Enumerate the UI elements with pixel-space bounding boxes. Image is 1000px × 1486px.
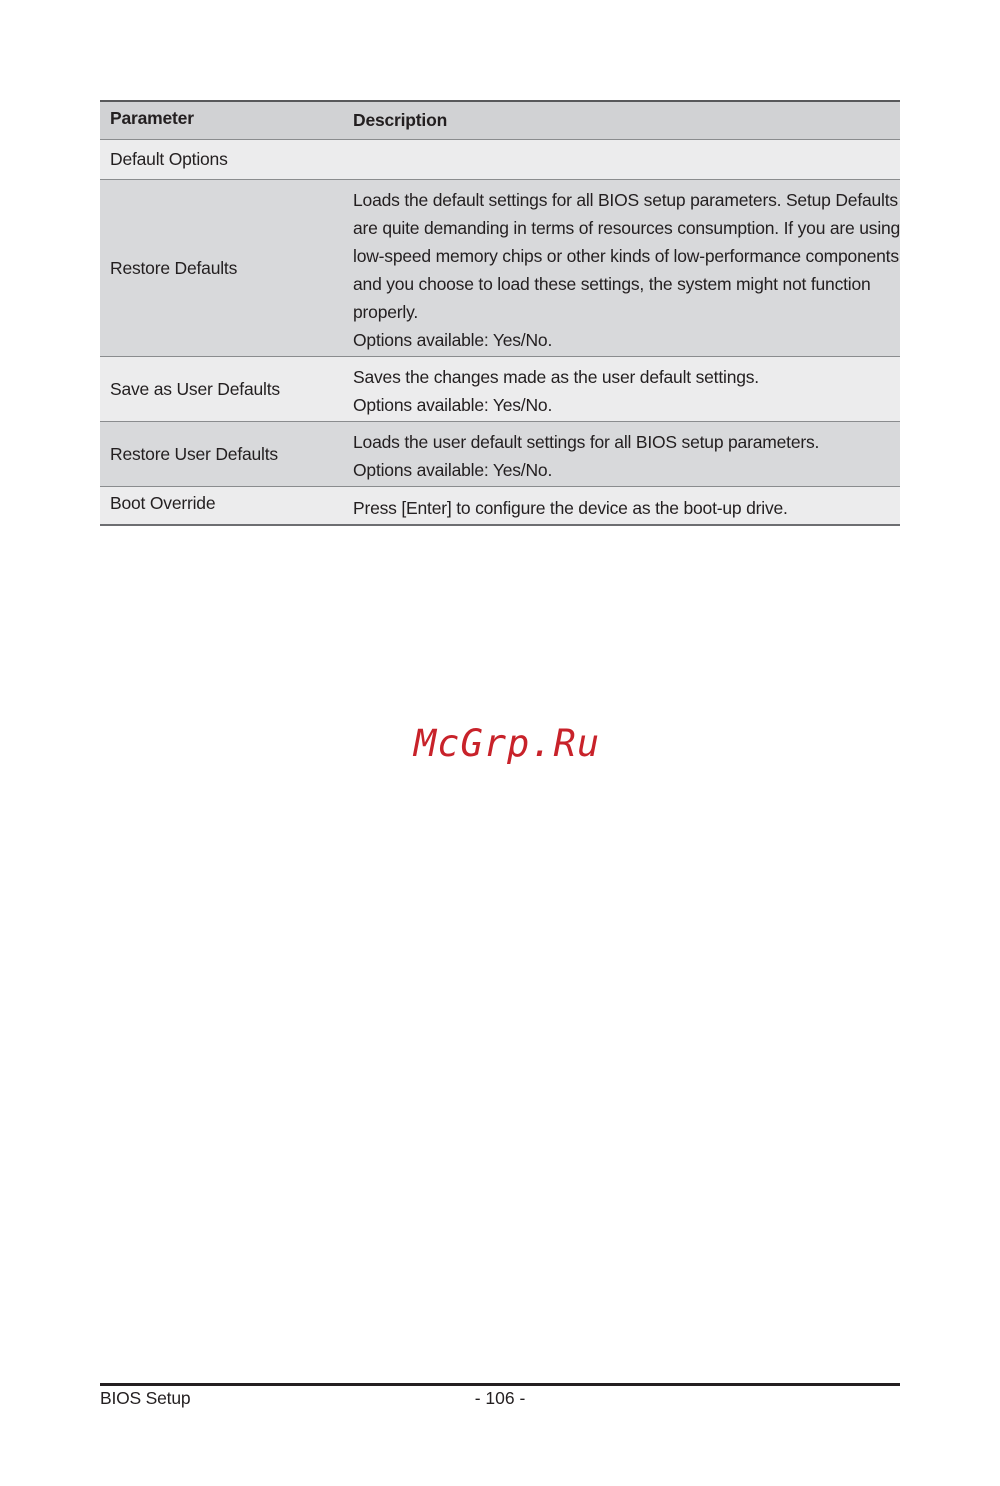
- description-line: Options available: Yes/No.: [353, 394, 553, 415]
- description-line: Saves the changes made as the user default settings.: [353, 366, 759, 387]
- description-line: are quite demanding in terms of resources consumption. If you are using: [353, 217, 901, 238]
- table-row: [100, 179, 900, 356]
- description-line: Options available: Yes/No.: [353, 459, 553, 480]
- row-parameter: Restore User Defaults: [110, 443, 278, 464]
- row-parameter: Save as User Defaults: [110, 378, 280, 399]
- row-parameter: Default Options: [110, 149, 228, 169]
- row-parameter: Restore Defaults: [110, 257, 238, 278]
- footer-section-title: BIOS Setup: [100, 1388, 191, 1408]
- parameter-table: [100, 100, 900, 526]
- description-line: Loads the user default settings for all BIOS setup parameters.: [353, 431, 820, 452]
- table-row: [100, 486, 900, 525]
- description-line: Press [Enter] to configure the device as the boot-up drive.: [353, 498, 788, 519]
- description-line: properly.: [353, 301, 418, 322]
- row-description: [343, 139, 900, 179]
- row-description: [343, 356, 900, 421]
- row-description: [343, 486, 900, 525]
- watermark-text: McGrp.Ru: [413, 722, 601, 765]
- description-line: and you choose to load these settings, the system might not function: [353, 273, 871, 294]
- description-line: Loads the default settings for all BIOS setup parameters. Setup Defaults: [353, 189, 898, 210]
- header-description: Description: [353, 110, 448, 131]
- header-parameter: Parameter: [110, 108, 194, 129]
- table-row: [100, 139, 900, 179]
- row-parameter: Boot Override: [110, 493, 216, 514]
- table-row: [100, 421, 900, 486]
- table-row: [100, 356, 900, 421]
- row-description: [343, 421, 900, 486]
- description-line: low-speed memory chips or other kinds of low-performance components: [353, 245, 899, 266]
- table-header-row: [100, 101, 900, 139]
- row-description: [343, 179, 900, 356]
- page-number: - 106 -: [474, 1388, 526, 1408]
- description-line: Options available: Yes/No.: [353, 329, 553, 350]
